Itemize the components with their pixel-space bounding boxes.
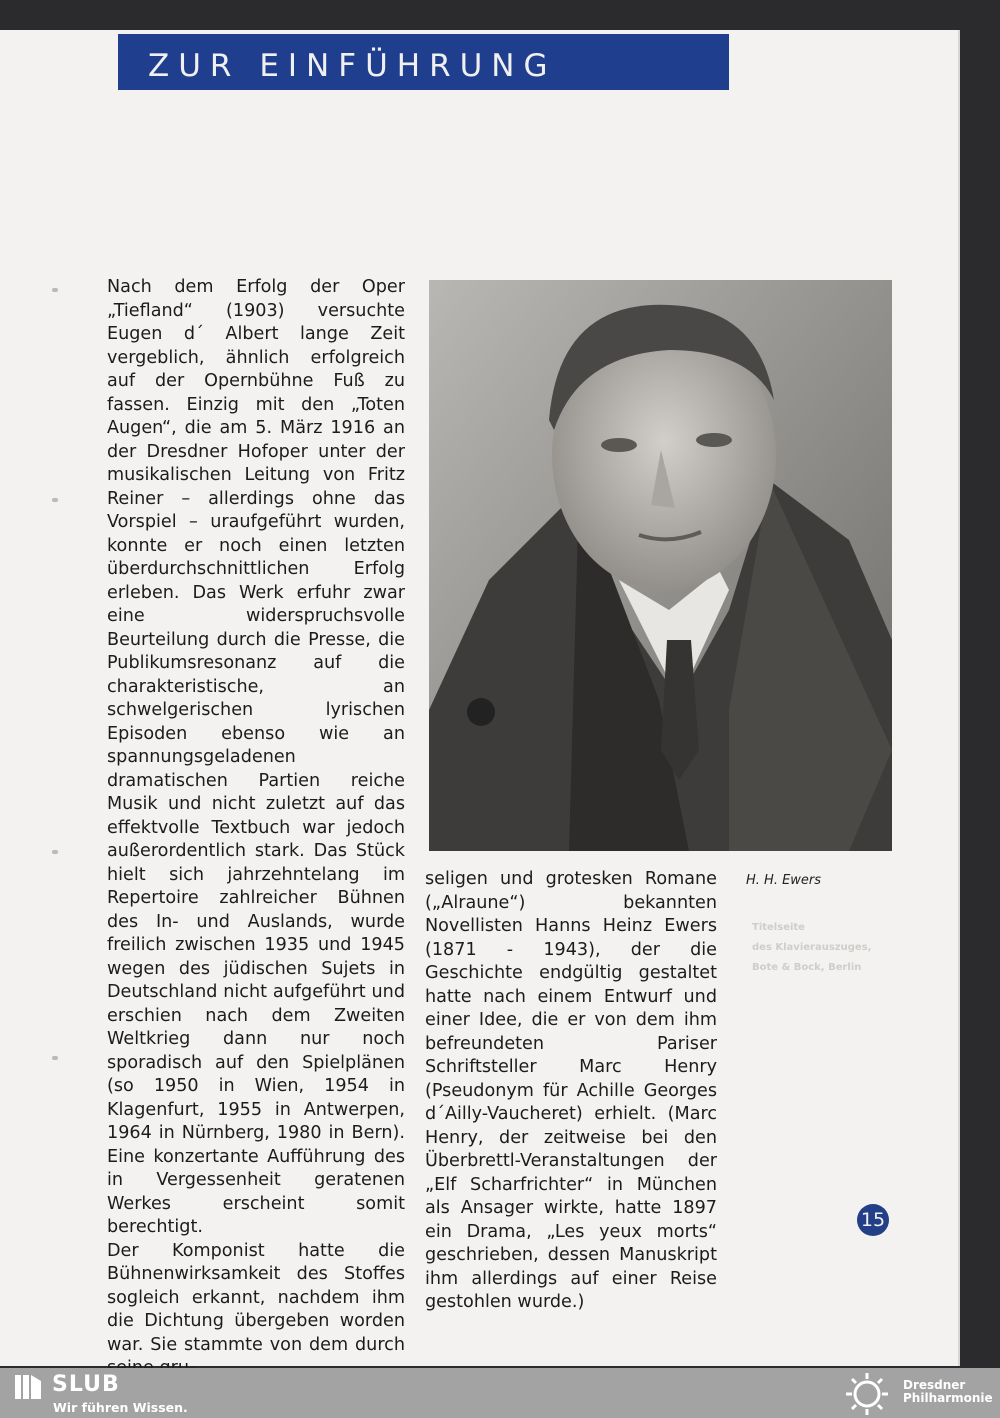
paragraph-intro: Nach dem Erfolg der Oper „Tiefland“ (1903) versuchte Eugen d´ Albert lange Zeit vergeblich, ähnlich erfolgreich auf der Opernbühne Fuß zu fassen. Einzig mit den „Toten Augen“, die am 5. März 1916 an der Dresdner Hofoper unter der musikalischen Leitung von Fritz Reiner – allerdings ohne das Vorspiel – uraufgeführt wurden, konnte er noch einen letzten überdurchschnittlichen Erfolg erleben. Das Werk erfuhr zwar eine widerspruchsvolle Beurteilung durch die Presse, die Publikumsresonanz auf die charakteristische, an schwelgerischen lyrischen Episoden ebenso wie an spannungsgeladenen dramatischen Partien reiche Musik und nicht zuletzt auf das effektvolle Textbuch war jedoch außerordentlich stark. Das Stück hielt sich jahrzehntelang im Repertoire zahlreicher Bühnen des In- und Auslands, wurde freilich zwischen 1935 und 1945 wegen des jüdischen Sujets in Deutschland nicht aufgeführt und erschien nach dem Zweiten Weltkrieg dann nur noch sporadisch auf den Spielplänen (so 1950 in Wien, 1954 in Klagenfurt, 1955 in Antwerpen, 1964 in Nürnberg, 1980 in Bern). Eine konzertante Aufführung des in Vergessenheit geratenen Werkes erscheint somit berechtigt. <box>107 277 405 1237</box>
photo-caption: H. H. Ewers <box>746 873 822 888</box>
text-column-right <box>425 868 717 1315</box>
portrait-illustration <box>429 280 892 851</box>
binding-hole <box>52 1056 58 1060</box>
page-title: ZUR EINFÜHRUNG <box>148 48 557 84</box>
page-number-badge: 15 <box>857 1204 889 1236</box>
slub-logo-icon <box>13 1372 43 1402</box>
footer-bar <box>0 1368 1000 1418</box>
philharmonie-name: Dresdner Philharmonie <box>903 1378 993 1405</box>
text-column-left <box>107 276 405 1381</box>
slub-name: SLUB <box>52 1372 120 1397</box>
bleed-through-text: Titelseite des Klavierauszuges, Bote & Bock, Berlin <box>752 922 872 973</box>
paragraph-ewers: seligen und grotesken Romane („Alraune“) bekannten Novellisten Hanns Heinz Ewers (1871 - 1943), der die Geschichte endgültig gestaltet hatte nach einem Entwurf und einer Idee, die er von dem ihm befreundeten Pariser Schriftsteller Marc Henry (Pseudonym für Achille Georges d´Ailly-Vaucheret) erhielt. (Marc Henry, der zeitweise bei den Überbrettl-Veranstaltungen der „Elf Scharfrichter“ in München als Ansager wirkte, hatte 1897 ein Drama, „Les yeux morts“ geschrieben, dessen Manuskript ihm allerdings auf einer Reise gestohlen wurde.) <box>425 869 717 1312</box>
binding-hole <box>52 850 58 854</box>
slub-tagline: Wir führen Wissen. <box>53 1400 188 1415</box>
binding-hole <box>52 288 58 292</box>
philharmonie-logo-icon <box>841 1371 893 1417</box>
document-page <box>0 30 958 1366</box>
portrait-photo <box>429 280 892 851</box>
paragraph-composer: Der Komponist hatte die Bühnenwirksamkeit des Stoffes sogleich erkannt, nachdem ihm die Dichtung übergeben worden war. Sie stammte von dem durch <box>107 1240 405 1355</box>
binding-hole <box>52 498 58 502</box>
